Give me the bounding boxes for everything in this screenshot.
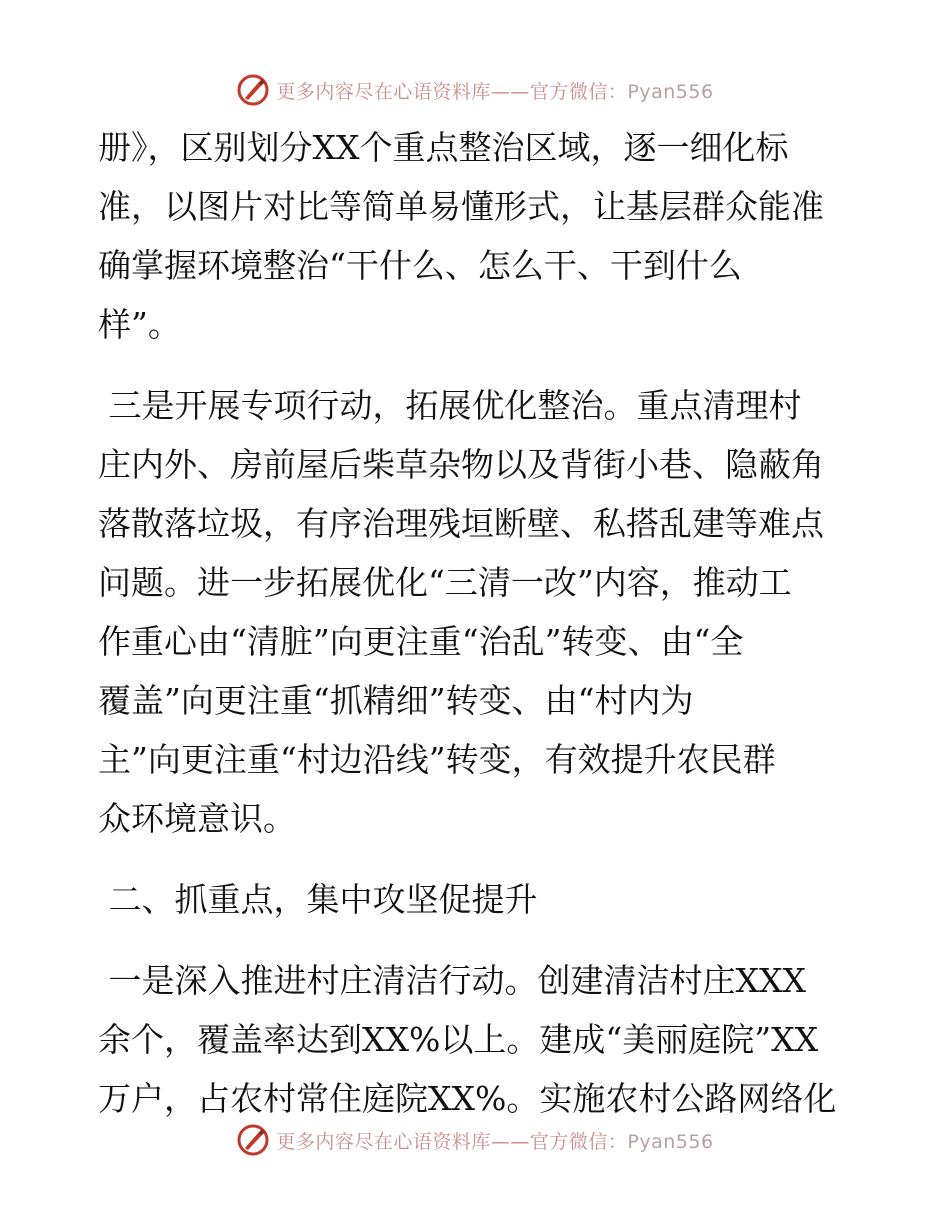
text-line: 众环境意识。	[98, 799, 296, 838]
text-line: 准，以图片对比等简单易懂形式，让基层群众能准	[98, 187, 824, 226]
pen-logo-icon	[236, 73, 270, 107]
text-line: 样”。	[98, 305, 181, 344]
text-line: 确掌握环境整治“干什么、怎么干、干到什么	[98, 246, 742, 285]
watermark-text: 更多内容尽在心语资料库——官方微信：Pyan556	[276, 1130, 714, 1153]
document-body	[98, 118, 858, 1128]
text-line: 主”向更注重“村边沿线”转变，有效提升农民群	[98, 740, 776, 779]
text-line: 万户，占农村常住庭院XX%。实施农村公路网络化	[98, 1079, 837, 1118]
text-line: 余个，覆盖率达到XX%以上。建成“美丽庭院”XX	[98, 1020, 819, 1059]
text-line: 覆盖”向更注重“抓精细”转变、由“村内为	[98, 681, 694, 720]
watermark-footer	[0, 1120, 950, 1160]
watermark-header	[0, 70, 950, 110]
watermark-text: 更多内容尽在心语资料库——官方微信：Pyan556	[276, 80, 714, 103]
text-line: 问题。进一步拓展优化“三清一改”内容，推动工	[98, 563, 792, 602]
text-line: 三是开展专项行动，拓展优化整治。重点清理村	[98, 386, 802, 425]
section-heading: 二、抓重点，集中攻坚促提升	[98, 880, 538, 919]
text-line: 庄内外、房前屋后柴草杂物以及背街小巷、隐蔽角	[98, 445, 824, 484]
text-line: 作重心由“清脏”向更注重“治乱”转变、由“全	[98, 622, 744, 661]
text-line: 册》，区别划分XX个重点整治区域，逐一细化标	[98, 128, 789, 167]
pen-logo-icon	[236, 1123, 270, 1157]
text-line: 落散落垃圾，有序治理残垣断壁、私搭乱建等难点	[98, 504, 824, 543]
text-line: 一是深入推进村庄清洁行动。创建清洁村庄XXX	[98, 961, 806, 1000]
